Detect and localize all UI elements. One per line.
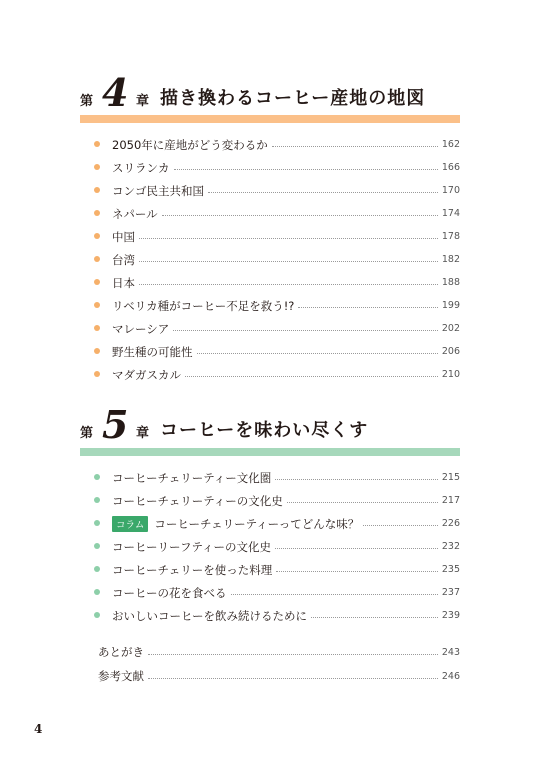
- toc-entry[interactable]: [98, 294, 460, 317]
- bullet-icon: [94, 543, 100, 549]
- toc-entry-label: コーヒーの花を食べる: [112, 585, 227, 600]
- toc-entry-page: 178: [441, 231, 460, 242]
- toc-entry[interactable]: [98, 558, 460, 581]
- toc-entry-page: 188: [441, 277, 460, 288]
- toc-entry[interactable]: [98, 604, 460, 627]
- toc-entry-label: コーヒーチェリーティーってどんな味？: [154, 516, 360, 531]
- toc-entry[interactable]: [98, 489, 460, 512]
- chapter-suffix: 章: [136, 94, 150, 109]
- toc-entry-page: 217: [441, 495, 460, 506]
- toc-entry-label: 中国: [112, 229, 135, 244]
- dot-leader: [148, 678, 438, 679]
- dot-leader: [174, 169, 438, 170]
- toc-entry-page: 182: [441, 254, 460, 265]
- chapter-title: コーヒーを味わい尽くす: [160, 420, 369, 441]
- bullet-icon: [94, 279, 100, 285]
- chapter-4-rule: [80, 115, 460, 123]
- toc-entry-column[interactable]: [98, 512, 460, 535]
- bullet-icon: [94, 612, 100, 618]
- toc-entry-label: 2050年に産地がどう変わるか: [112, 137, 268, 152]
- chapter-4-toc: [98, 133, 460, 386]
- chapter-5-heading: [80, 402, 460, 452]
- toc-entry-page: 170: [441, 185, 460, 196]
- toc-entry-label: コンゴ民主共和国: [112, 183, 204, 198]
- toc-entry[interactable]: [98, 581, 460, 604]
- toc-entry-label: コーヒーリーフティーの文化史: [112, 539, 272, 554]
- toc-entry-label: スリランカ: [112, 160, 170, 175]
- toc-entry-label: リベリカ種がコーヒー不足を救う!?: [112, 298, 295, 313]
- bullet-icon: [94, 141, 100, 147]
- toc-entry-label: コーヒーチェリーティー文化圏: [112, 470, 272, 485]
- bullet-icon: [94, 371, 100, 377]
- toc-entry-label: マダガスカル: [112, 367, 181, 382]
- toc-entry[interactable]: [98, 535, 460, 558]
- dot-leader: [197, 353, 438, 354]
- toc-entry-label: コーヒーチェリーティーの文化史: [112, 493, 283, 508]
- dot-leader: [363, 525, 438, 526]
- page-number: 4: [34, 722, 43, 736]
- back-matter-list: [98, 640, 460, 688]
- dot-leader: [287, 502, 438, 503]
- bullet-icon: [94, 187, 100, 193]
- toc-entry-page: 206: [441, 346, 460, 357]
- dot-leader: [208, 192, 438, 193]
- bullet-icon: [94, 520, 100, 526]
- bullet-icon: [94, 348, 100, 354]
- chapter-number: 5: [102, 402, 129, 447]
- chapter-suffix: 章: [136, 426, 150, 441]
- toc-entry[interactable]: [98, 225, 460, 248]
- toc-entry[interactable]: [98, 271, 460, 294]
- dot-leader: [272, 146, 438, 147]
- toc-entry-page: 202: [441, 323, 460, 334]
- chapter-5-toc: [98, 466, 460, 627]
- bullet-icon: [94, 256, 100, 262]
- dot-leader: [275, 479, 438, 480]
- toc-entry-page: 166: [441, 162, 460, 173]
- toc-entry-label: 野生種の可能性: [112, 344, 193, 359]
- toc-entry[interactable]: [98, 202, 460, 225]
- back-matter-entry[interactable]: [98, 640, 460, 664]
- toc-entry[interactable]: [98, 363, 460, 386]
- toc-entry-label: 台湾: [112, 252, 135, 267]
- toc-entry-page: 210: [441, 369, 460, 380]
- back-matter-page: 243: [441, 646, 460, 658]
- bullet-icon: [94, 474, 100, 480]
- back-matter-entry[interactable]: [98, 664, 460, 688]
- bullet-icon: [94, 497, 100, 503]
- toc-entry-page: 232: [441, 541, 460, 552]
- toc-entry[interactable]: [98, 340, 460, 363]
- toc-entry-page: 239: [441, 610, 460, 621]
- back-matter-page: 246: [441, 670, 460, 682]
- bullet-icon: [94, 210, 100, 216]
- dot-leader: [185, 376, 438, 377]
- dot-leader: [173, 330, 438, 331]
- back-matter-label: 参考文献: [98, 669, 144, 683]
- toc-entry-label: コーヒーチェリーを使った料理: [112, 562, 273, 577]
- toc-entry-label: おいしいコーヒーを飲み続けるために: [112, 608, 308, 623]
- toc-entry-label: ネパール: [112, 206, 158, 221]
- chapter-5-rule: [80, 448, 460, 456]
- toc-entry[interactable]: [98, 466, 460, 489]
- dot-leader: [275, 548, 438, 549]
- toc-entry-page: 199: [441, 300, 460, 311]
- chapter-number: 4: [102, 70, 129, 115]
- toc-entry-page: 215: [441, 472, 460, 483]
- back-matter-label: あとがき: [98, 645, 144, 659]
- toc-entry[interactable]: [98, 248, 460, 271]
- toc-entry-label: 日本: [112, 275, 135, 290]
- dot-leader: [148, 654, 438, 655]
- bullet-icon: [94, 164, 100, 170]
- dot-leader: [311, 617, 438, 618]
- chapter-title: 描き換わるコーヒー産地の地図: [160, 88, 426, 109]
- dot-leader: [139, 261, 438, 262]
- bullet-icon: [94, 302, 100, 308]
- dot-leader: [276, 571, 438, 572]
- dot-leader: [139, 238, 438, 239]
- toc-entry-page: 174: [441, 208, 460, 219]
- chapter-prefix: 第: [80, 94, 94, 109]
- toc-entry[interactable]: [98, 133, 460, 156]
- toc-entry-page: 237: [441, 587, 460, 598]
- toc-entry-label-wrap: [98, 516, 359, 532]
- dot-leader: [298, 307, 437, 308]
- toc-entry-page: 235: [441, 564, 460, 575]
- chapter-prefix: 第: [80, 426, 94, 441]
- bullet-icon: [94, 233, 100, 239]
- toc-entry-label: マレーシア: [112, 321, 170, 336]
- dot-leader: [162, 215, 438, 216]
- toc-entry-page: 162: [441, 139, 460, 150]
- bullet-icon: [94, 566, 100, 572]
- toc-entry-page: 226: [441, 518, 460, 529]
- chapter-4-heading: [80, 70, 460, 120]
- bullet-icon: [94, 325, 100, 331]
- dot-leader: [231, 594, 438, 595]
- column-badge: コラム: [112, 516, 148, 532]
- toc-entry[interactable]: [98, 179, 460, 202]
- toc-entry[interactable]: [98, 317, 460, 340]
- bullet-icon: [94, 589, 100, 595]
- toc-entry[interactable]: [98, 156, 460, 179]
- dot-leader: [139, 284, 438, 285]
